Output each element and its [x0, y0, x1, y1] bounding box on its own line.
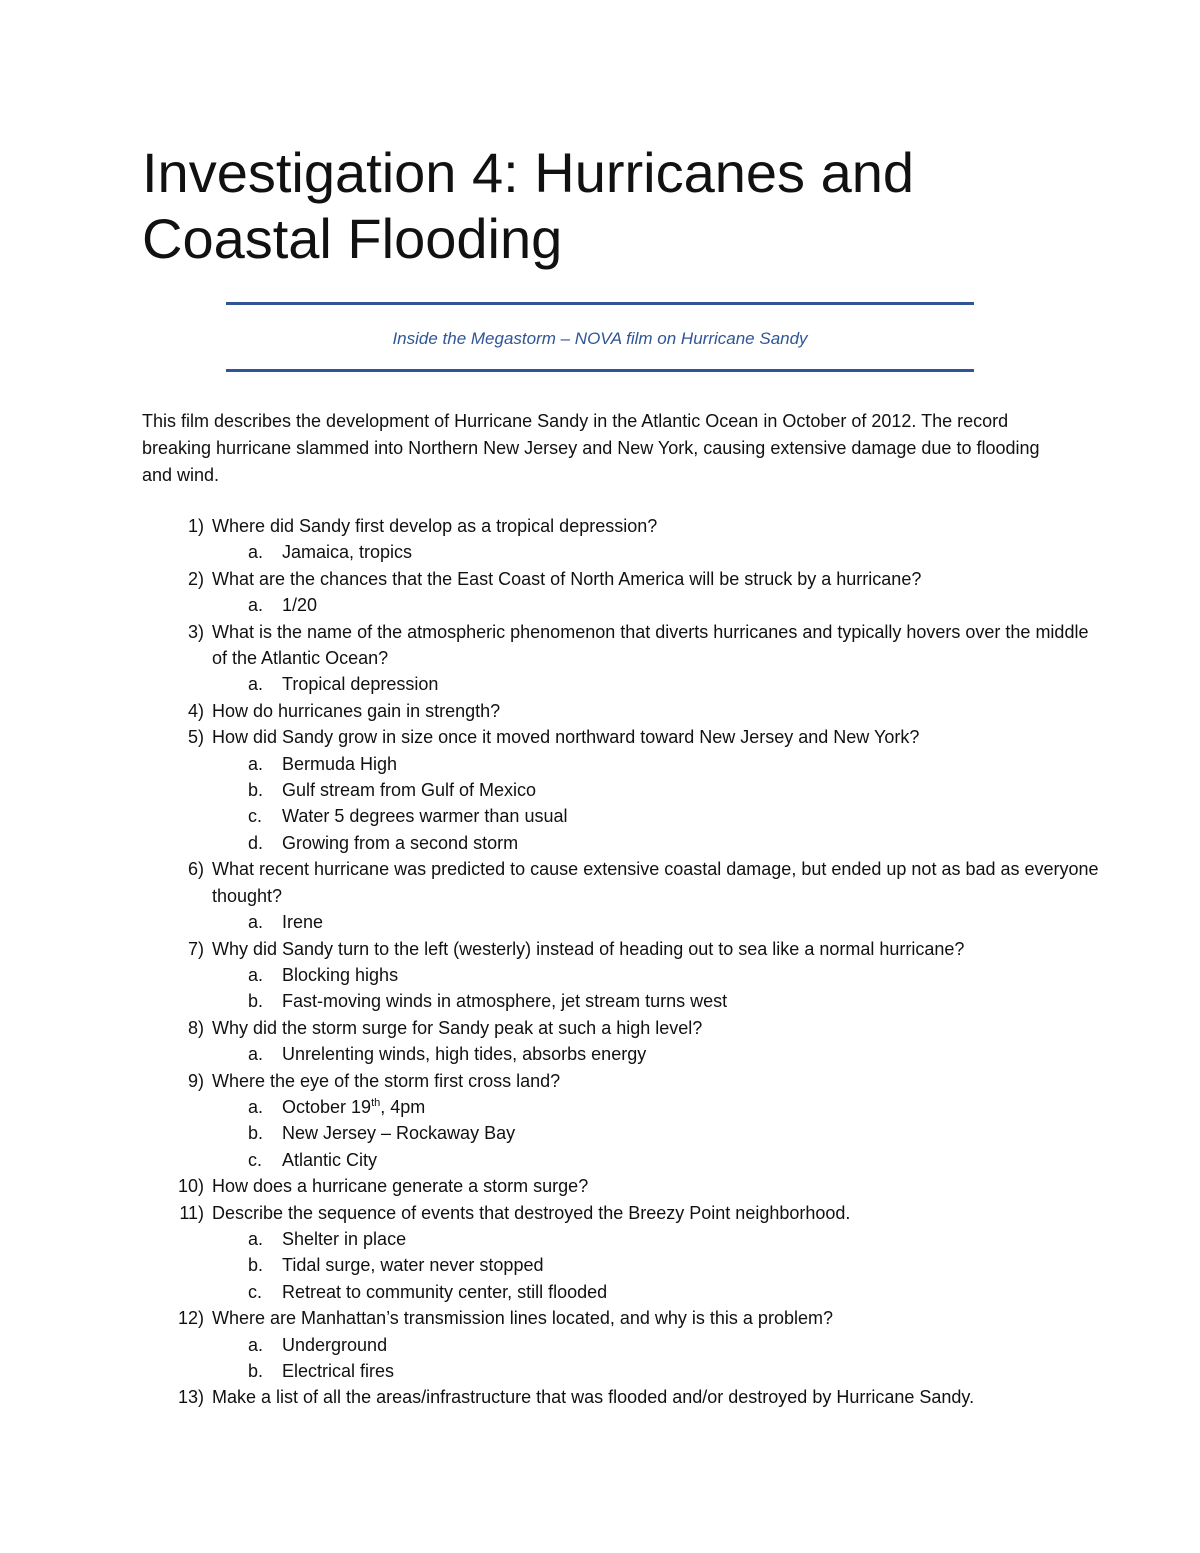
answer-item [142, 592, 1102, 618]
question-item [142, 698, 1102, 724]
question-text: Where the eye of the storm first cross land? [212, 1070, 561, 1091]
answer-text: Water 5 degrees warmer than usual [282, 806, 568, 827]
answer-text: Retreat to community center, still flooded [282, 1281, 608, 1302]
question-text: Where are Manhattan’s transmission lines located, and why is this a problem? [212, 1308, 833, 1329]
question-number: 8) [187, 1017, 204, 1038]
question-item [142, 1173, 1102, 1199]
answer-letter: a. [248, 1334, 264, 1355]
answer-item [142, 1332, 1102, 1358]
answer-text: Gulf stream from Gulf of Mexico [282, 780, 537, 801]
question-text: How did Sandy grow in size once it moved northward toward New Jersey and New York? [212, 727, 920, 748]
answer-item [142, 671, 1102, 697]
answer-text: Shelter in place [282, 1228, 407, 1249]
page-title: Investigation 4: Hurricanes and Coastal Flooding [142, 141, 914, 270]
question-text: How do hurricanes gain in strength? [212, 700, 501, 721]
question-number: 4) [187, 700, 204, 721]
answer-item [142, 539, 1102, 565]
answer-item [142, 1252, 1102, 1278]
question-list [142, 513, 1102, 1411]
answer-item [142, 1358, 1102, 1384]
answer-letter: a. [248, 1044, 264, 1065]
question-text: Make a list of all the areas/infrastructure that was flooded and/or destroyed by Hurricane Sandy. [212, 1387, 975, 1408]
answer-text: Electrical fires [282, 1361, 395, 1381]
answer-letter: c. [248, 1149, 263, 1170]
answer-text: Tropical depression [282, 674, 439, 695]
question-item [142, 513, 1102, 539]
answer-text: New Jersey – Rockaway Bay [282, 1123, 516, 1144]
answer-letter: a. [248, 674, 264, 695]
question-item [142, 936, 1102, 962]
answer-text: Fast-moving winds in atmosphere, jet stream turns west [282, 991, 728, 1012]
answer-item [142, 803, 1102, 829]
divider-bottom [226, 369, 974, 372]
answer-letter: a. [248, 1228, 264, 1249]
answer-letter: b. [248, 780, 264, 801]
question-number: 12) [177, 1308, 204, 1329]
question-number: 1) [187, 516, 204, 536]
answer-text: Tidal surge, water never stopped [282, 1255, 544, 1276]
answer-letter: a. [248, 912, 264, 933]
answer-superscript: th [371, 1096, 381, 1109]
answer-text: Bermuda High [282, 753, 398, 774]
answer-item [142, 988, 1102, 1014]
answer-text: 1/20 [282, 595, 318, 616]
question-number: 6) [187, 859, 204, 880]
answer-letter: d. [248, 832, 264, 853]
answer-text: Atlantic City [282, 1149, 378, 1170]
question-item [142, 1384, 1102, 1410]
answer-item [142, 1120, 1102, 1146]
question-number: 11) [179, 1202, 204, 1223]
question-item [142, 856, 1102, 909]
question-number: 2) [187, 568, 204, 589]
answer-letter: c. [248, 806, 263, 827]
question-text: Why did the storm surge for Sandy peak at such a high level? [212, 1017, 703, 1038]
question-item [142, 1068, 1102, 1094]
answer-letter: c. [248, 1281, 263, 1302]
intro-paragraph: This film describes the development of Hurricane Sandy in the Atlantic Ocean in October of 2012. The record breaking hurricane slammed into Northern New Jersey and New York, causing extensive damage due to flooding and wind. [142, 411, 1040, 485]
answer-item [142, 777, 1102, 803]
answer-letter: a. [248, 1096, 264, 1117]
question-text: Describe the sequence of events that destroyed the Breezy Point neighborhood. [212, 1202, 851, 1223]
question-number: 3) [187, 621, 204, 642]
answer-letter: b. [248, 991, 264, 1012]
answer-letter: b. [248, 1361, 264, 1381]
question-number: 13) [177, 1387, 204, 1408]
answer-item [142, 1147, 1102, 1173]
answer-item [142, 909, 1102, 935]
question-number: 5) [187, 727, 204, 748]
answer-letter: a. [248, 595, 264, 616]
question-text: How does a hurricane generate a storm surge? [212, 1176, 589, 1197]
question-text: What are the chances that the East Coast of North America will be struck by a hurricane? [212, 568, 922, 589]
answer-text: Jamaica, tropics [282, 542, 413, 563]
question-item [142, 619, 1102, 672]
question-text: What recent hurricane was predicted to cause extensive coastal damage, but ended up not as bad as everyone thought? [212, 859, 1099, 906]
question-number: 7) [187, 938, 204, 959]
answer-letter: a. [248, 753, 264, 774]
question-item [142, 566, 1102, 592]
answer-text: October 19 [282, 1096, 372, 1117]
answer-letter: a. [248, 542, 264, 563]
question-number: 9) [187, 1070, 204, 1091]
question-text: What is the name of the atmospheric phenomenon that diverts hurricanes and typically hovers over the middle of the Atlantic Ocean? [212, 621, 1089, 669]
answer-item [142, 751, 1102, 777]
question-text: Where did Sandy first develop as a tropical depression? [212, 516, 658, 536]
answer-text: Irene [282, 912, 324, 933]
answer-item [142, 962, 1102, 988]
question-item [142, 724, 1102, 750]
answer-item [142, 830, 1102, 856]
divider-top [226, 302, 974, 305]
answer-text: Blocking highs [282, 964, 399, 985]
film-subtitle: Inside the Megastorm – NOVA film on Hurricane Sandy [392, 329, 808, 348]
answer-letter: a. [248, 964, 264, 985]
answer-text: Growing from a second storm [282, 832, 519, 853]
answer-item [142, 1279, 1102, 1305]
answer-letter: b. [248, 1123, 264, 1144]
question-item [142, 1305, 1102, 1331]
answer-letter: b. [248, 1255, 264, 1276]
question-item [142, 1200, 1102, 1226]
answer-text: Unrelenting winds, high tides, absorbs energy [282, 1044, 647, 1065]
answer-text-suffix: , 4pm [380, 1096, 426, 1117]
answer-item [142, 1094, 1102, 1120]
question-item [142, 1015, 1102, 1041]
question-text: Why did Sandy turn to the left (westerly) instead of heading out to sea like a normal hurricane? [212, 938, 965, 959]
answer-item [142, 1226, 1102, 1252]
answer-text: Underground [282, 1334, 388, 1355]
question-number: 10) [177, 1176, 204, 1197]
answer-item [142, 1041, 1102, 1067]
